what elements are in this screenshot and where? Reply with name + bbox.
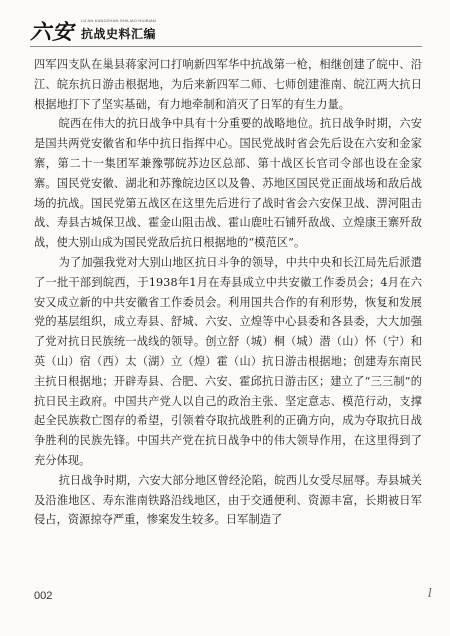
book-title: 抗战史料汇编 <box>81 27 157 41</box>
edge-mark: l <box>428 586 432 600</box>
page-number: 002 <box>34 590 53 602</box>
paragraph-2: 皖西在伟大的抗日战争中具有十分重要的战略地位。抗日战争时期，六安是国共两党安徽省和华中抗日指挥中心。国民党战时省会先后设在六安和金家寨，第二十一集团军兼豫鄂皖苏边区总部、第十战区长官司令部也设在金家寨。国民党安徽、湖北和苏豫皖边区以及鲁、苏地区国民党正面战场和敌后战场的抗战。国民党第五战区在这里先后进行了战时省会六安保卫战、淠河阻击战、寿县古城保卫战、霍金山阻击战、霍山鹿吐石铺歼敌战、立煌康王寨歼敌战，使大别山成为国民党敌后抗日根据地的“模范区”。 <box>34 117 422 250</box>
paragraph-4: 抗日战争时期，六安大部分地区曾经沦陷，皖西儿女受尽屈辱。寿县城关及沿淮地区、寿东淮南铁路沿线地区，由于交通便利、资源丰富，长期被日军侵占，资源掠夺严重，惨案发生较多。日军制造了 <box>34 473 422 527</box>
paragraph-3: 为了加强我党对大别山地区抗日斗争的领导，中共中央和长江局先后派遣了一批干部到皖西，于1938年1月在寿县成立中共安徽工作委员会；4月在六安又成立新的中共安徽省工作委员会。利用国共合作的有利形势，恢复和发展党的基层组织，成立寿县、舒城、六安、立煌等中心县委和各县委，大大加强了党对抗日民族统一战线的领导。创立舒（城）桐（城）潜（山）怀（宁）和英（山）宿（西）太（湖）立（煌）霍（山）抗日游击根据地；创建寿东南民主抗日根据地；开辟寿县、合肥、六安、霍邱抗日游击区；建立了“三三制”的抗日民主政府。中国共产党人以自己的政治主张、坚定意志、模范行动，支撑起全民族救亡图存的希望，引领着夺取抗战胜利的正确方向，成为夺取抗日战争胜利的民族先锋。中国共产党在抗日战争中的伟大领导作用，在这里得到了充分体现。 <box>34 255 422 467</box>
page-header <box>30 14 422 50</box>
body-text <box>34 55 422 530</box>
header-divider <box>30 46 422 47</box>
logo-subtitle: LU'AN KANGZHAN SHILIAO HUIBIAN <box>81 18 156 23</box>
book-logo: 六安 <box>30 19 74 44</box>
paragraph-1: 四军四支队在巢县蒋家河口打响新四军华中抗战第一枪，相继创建了皖中、沿江、皖东抗日游击根据地，为后来新四军二师、七师创建淮南、皖江两大抗日根据地打下了坚实基础，有力地牵制和消灭了日军的有生力量。 <box>34 58 422 111</box>
